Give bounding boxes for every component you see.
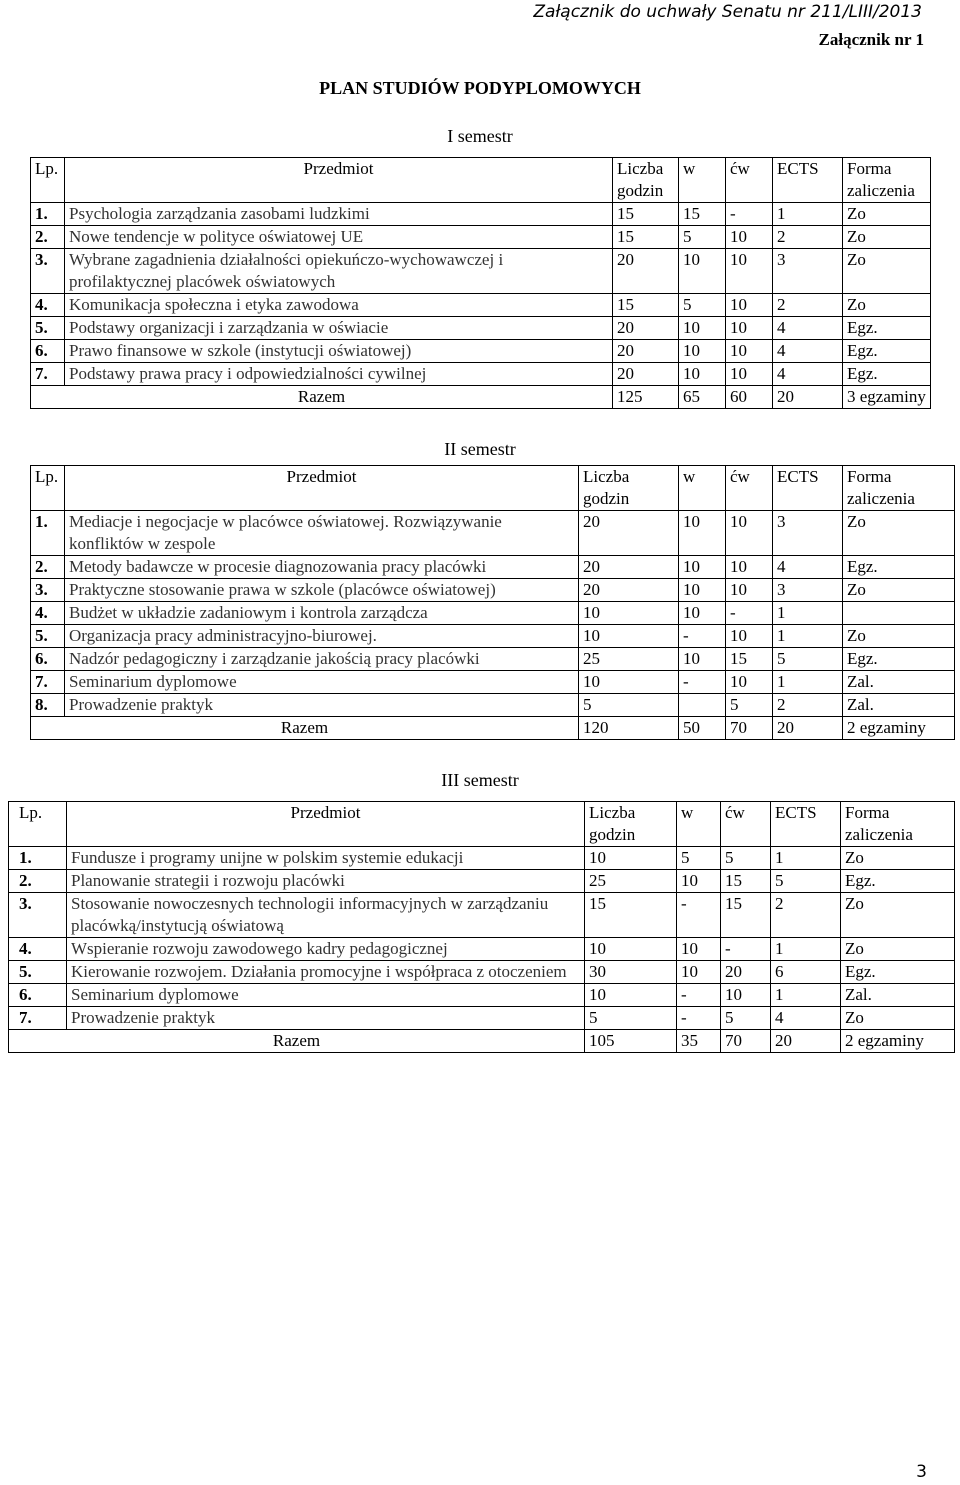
subject-name: Komunikacja społeczna i etyka zawodowa (65, 294, 613, 317)
table-row (31, 671, 955, 694)
subject-name: Budżet w układzie zadaniowym i kontrola zarządcza (65, 602, 579, 625)
cell-form: Egz. (843, 556, 955, 579)
row-number: 4. (31, 602, 65, 625)
cell-w: 10 (677, 938, 721, 961)
table-row (9, 847, 955, 870)
col-ects: ECTS (773, 158, 843, 203)
cell-cw: 10 (726, 363, 773, 386)
cell-cw: 10 (726, 340, 773, 363)
col-hours: Liczba godzin (579, 466, 679, 511)
table-row (9, 984, 955, 1007)
total-form: 2 egzaminy (843, 717, 955, 740)
cell-ects: 3 (773, 579, 843, 602)
row-number: 2. (31, 226, 65, 249)
table-row (9, 870, 955, 893)
cell-ects: 1 (771, 847, 841, 870)
cell-w: 10 (679, 317, 726, 340)
cell-hours: 10 (579, 671, 679, 694)
total-form: 3 egzaminy (843, 386, 931, 409)
row-number: 2. (9, 870, 67, 893)
row-number: 4. (31, 294, 65, 317)
subject-name: Mediacje i negocjacje w placówce oświatowej. Rozwiązywanie konfliktów w zespole (65, 511, 579, 556)
cell-ects: 1 (773, 203, 843, 226)
cell-hours: 20 (579, 511, 679, 556)
cell-hours: 10 (579, 602, 679, 625)
row-number: 1. (31, 511, 65, 556)
row-number: 5. (31, 625, 65, 648)
cell-w: 10 (679, 648, 726, 671)
total-row (31, 386, 931, 409)
cell-hours: 20 (613, 249, 679, 294)
cell-w: 10 (679, 602, 726, 625)
cell-w: 15 (679, 203, 726, 226)
cell-hours: 15 (613, 226, 679, 249)
page-title: PLAN STUDIÓW PODYPLOMOWYCH (319, 78, 641, 98)
cell-ects: 4 (773, 363, 843, 386)
total-label: Razem (31, 717, 579, 740)
table-header-row (9, 802, 955, 847)
cell-ects: 5 (771, 870, 841, 893)
table-row (31, 317, 931, 340)
subject-name: Metody badawcze w procesie diagnozowania pracy placówki (65, 556, 579, 579)
cell-cw: - (721, 938, 771, 961)
cell-hours: 20 (579, 579, 679, 602)
cell-ects: 2 (771, 893, 841, 938)
cell-w: 10 (677, 870, 721, 893)
total-w: 35 (677, 1030, 721, 1053)
cell-cw: 10 (726, 317, 773, 340)
cell-form: Egz. (843, 363, 931, 386)
cell-ects: 4 (773, 340, 843, 363)
total-ects: 20 (773, 717, 843, 740)
table-row (9, 938, 955, 961)
row-number: 7. (31, 671, 65, 694)
total-label: Razem (9, 1030, 585, 1053)
total-form: 2 egzaminy (841, 1030, 955, 1053)
table-row (31, 340, 931, 363)
row-number: 2. (31, 556, 65, 579)
table-row (31, 249, 931, 294)
col-subject: Przedmiot (67, 802, 585, 847)
col-w: w (679, 466, 726, 511)
cell-cw: 5 (726, 694, 773, 717)
semester-2-title: II semestr (444, 439, 516, 459)
col-form: Forma zaliczenia (841, 802, 955, 847)
row-number: 3. (31, 249, 65, 294)
cell-cw: - (726, 602, 773, 625)
cell-cw: 5 (721, 847, 771, 870)
cell-w: 10 (677, 961, 721, 984)
row-number: 5. (31, 317, 65, 340)
cell-w: - (677, 984, 721, 1007)
cell-ects: 4 (773, 556, 843, 579)
cell-form: Egz. (843, 317, 931, 340)
col-cw: ćw (726, 466, 773, 511)
table-header-row (31, 158, 931, 203)
semester-3-title: III semestr (441, 770, 519, 790)
cell-w: - (677, 1007, 721, 1030)
table-row (31, 694, 955, 717)
total-cw: 70 (726, 717, 773, 740)
cell-cw: 15 (726, 648, 773, 671)
table-row (9, 1007, 955, 1030)
cell-hours: 20 (613, 340, 679, 363)
semester-2-table (30, 465, 955, 740)
cell-form: Zal. (843, 694, 955, 717)
cell-ects: 5 (773, 648, 843, 671)
cell-ects: 3 (773, 249, 843, 294)
cell-w: 10 (679, 249, 726, 294)
col-cw: ćw (726, 158, 773, 203)
cell-cw: 10 (726, 556, 773, 579)
cell-w: 5 (679, 226, 726, 249)
cell-w: 10 (679, 556, 726, 579)
col-lp: Lp. (31, 466, 65, 511)
cell-ects: 2 (773, 294, 843, 317)
subject-name: Praktyczne stosowanie prawa w szkole (placówce oświatowej) (65, 579, 579, 602)
cell-cw: 15 (721, 870, 771, 893)
cell-ects: 2 (773, 226, 843, 249)
cell-cw: 20 (721, 961, 771, 984)
table-header-row (31, 466, 955, 511)
cell-hours: 10 (585, 984, 677, 1007)
table-row (31, 203, 931, 226)
cell-cw: 15 (721, 893, 771, 938)
cell-form: Zo (843, 249, 931, 294)
table-row (9, 893, 955, 938)
subject-name: Podstawy prawa pracy i odpowiedzialności cywilnej (65, 363, 613, 386)
total-label: Razem (31, 386, 613, 409)
attachment-number: Załącznik nr 1 (818, 30, 924, 49)
cell-hours: 5 (585, 1007, 677, 1030)
cell-w: 10 (679, 579, 726, 602)
row-number: 6. (31, 648, 65, 671)
cell-cw: 10 (726, 625, 773, 648)
subject-name: Nowe tendencje w polityce oświatowej UE (65, 226, 613, 249)
cell-form: Zal. (841, 984, 955, 1007)
table-row (31, 648, 955, 671)
subject-name: Wspieranie rozwoju zawodowego kadry pedagogicznej (67, 938, 585, 961)
col-lp: Lp. (9, 802, 67, 847)
col-w: w (677, 802, 721, 847)
cell-hours: 10 (579, 625, 679, 648)
cell-form (843, 602, 955, 625)
subject-name: Prawo finansowe w szkole (instytucji oświatowej) (65, 340, 613, 363)
semester-3-table (8, 801, 955, 1053)
cell-w: 10 (679, 363, 726, 386)
cell-hours: 30 (585, 961, 677, 984)
subject-name: Nadzór pedagogiczny i zarządzanie jakością pracy placówki (65, 648, 579, 671)
cell-hours: 15 (613, 203, 679, 226)
cell-form: Zo (841, 1007, 955, 1030)
cell-cw: 10 (726, 511, 773, 556)
table-row (31, 511, 955, 556)
cell-ects: 1 (773, 602, 843, 625)
row-number: 8. (31, 694, 65, 717)
col-ects: ECTS (773, 466, 843, 511)
cell-hours: 15 (613, 294, 679, 317)
total-hours: 125 (613, 386, 679, 409)
cell-form: Zo (843, 226, 931, 249)
col-hours: Liczba godzin (613, 158, 679, 203)
cell-hours: 10 (585, 938, 677, 961)
cell-ects: 1 (771, 938, 841, 961)
subject-name: Kierowanie rozwojem. Działania promocyjne i współpraca z otoczeniem (67, 961, 585, 984)
cell-form: Zo (843, 203, 931, 226)
table-row (31, 363, 931, 386)
total-ects: 20 (773, 386, 843, 409)
cell-ects: 2 (773, 694, 843, 717)
subject-name: Seminarium dyplomowe (65, 671, 579, 694)
cell-w: 10 (679, 511, 726, 556)
cell-hours: 15 (585, 893, 677, 938)
cell-ects: 6 (771, 961, 841, 984)
table-row (31, 226, 931, 249)
semester-1-table (30, 157, 931, 409)
cell-form: Zo (843, 511, 955, 556)
col-subject: Przedmiot (65, 466, 579, 511)
total-w: 65 (679, 386, 726, 409)
table-row (31, 625, 955, 648)
col-hours: Liczba godzin (585, 802, 677, 847)
cell-form: Zal. (843, 671, 955, 694)
cell-ects: 3 (773, 511, 843, 556)
row-number: 5. (9, 961, 67, 984)
total-cw: 70 (721, 1030, 771, 1053)
cell-form: Egz. (841, 961, 955, 984)
cell-ects: 4 (773, 317, 843, 340)
row-number: 1. (31, 203, 65, 226)
col-ects: ECTS (771, 802, 841, 847)
cell-w: - (677, 893, 721, 938)
total-cw: 60 (726, 386, 773, 409)
col-form: Forma zaliczenia (843, 158, 931, 203)
cell-hours: 20 (613, 363, 679, 386)
cell-cw: - (726, 203, 773, 226)
cell-hours: 25 (579, 648, 679, 671)
subject-name: Podstawy organizacji i zarządzania w oświacie (65, 317, 613, 340)
row-number: 6. (31, 340, 65, 363)
row-number: 4. (9, 938, 67, 961)
col-w: w (679, 158, 726, 203)
total-hours: 120 (579, 717, 679, 740)
subject-name: Organizacja pracy administracyjno-biurowej. (65, 625, 579, 648)
subject-name: Stosowanie nowoczesnych technologii informacyjnych w zarządzaniu placówką/instytucją oświatową (67, 893, 585, 938)
total-w: 50 (679, 717, 726, 740)
total-hours: 105 (585, 1030, 677, 1053)
page-number: 3 (916, 1462, 927, 1482)
total-ects: 20 (771, 1030, 841, 1053)
cell-form: Egz. (841, 870, 955, 893)
cell-hours: 10 (585, 847, 677, 870)
row-number: 7. (9, 1007, 67, 1030)
cell-form: Zo (843, 294, 931, 317)
cell-form: Zo (841, 893, 955, 938)
subject-name: Psychologia zarządzania zasobami ludzkimi (65, 203, 613, 226)
senate-resolution-note: Załącznik do uchwały Senatu nr 211/LIII/2013 (533, 2, 922, 22)
cell-form: Zo (843, 579, 955, 602)
cell-hours: 5 (579, 694, 679, 717)
row-number: 3. (31, 579, 65, 602)
cell-w: 5 (679, 294, 726, 317)
cell-ects: 1 (771, 984, 841, 1007)
cell-form: Zo (841, 938, 955, 961)
row-number: 1. (9, 847, 67, 870)
table-row (31, 294, 931, 317)
col-lp: Lp. (31, 158, 65, 203)
total-row (31, 717, 955, 740)
cell-cw: 10 (726, 671, 773, 694)
col-subject: Przedmiot (65, 158, 613, 203)
col-cw: ćw (721, 802, 771, 847)
cell-cw: 10 (726, 579, 773, 602)
cell-cw: 10 (726, 226, 773, 249)
table-row (31, 579, 955, 602)
cell-ects: 4 (771, 1007, 841, 1030)
row-number: 3. (9, 893, 67, 938)
subject-name: Fundusze i programy unijne w polskim systemie edukacji (67, 847, 585, 870)
cell-w: 5 (677, 847, 721, 870)
cell-hours: 20 (579, 556, 679, 579)
subject-name: Prowadzenie praktyk (65, 694, 579, 717)
subject-name: Wybrane zagadnienia działalności opiekuńczo-wychowawczej i profilaktycznej placówek oświatowych (65, 249, 613, 294)
total-row (9, 1030, 955, 1053)
subject-name: Seminarium dyplomowe (67, 984, 585, 1007)
cell-ects: 1 (773, 625, 843, 648)
table-row (9, 961, 955, 984)
cell-form: Zo (841, 847, 955, 870)
cell-ects: 1 (773, 671, 843, 694)
cell-cw: 10 (726, 249, 773, 294)
subject-name: Prowadzenie praktyk (67, 1007, 585, 1030)
cell-form: Zo (843, 625, 955, 648)
subject-name: Planowanie strategii i rozwoju placówki (67, 870, 585, 893)
cell-cw: 5 (721, 1007, 771, 1030)
col-form: Forma zaliczenia (843, 466, 955, 511)
cell-w (679, 694, 726, 717)
row-number: 7. (31, 363, 65, 386)
semester-1-title: I semestr (447, 126, 513, 146)
row-number: 6. (9, 984, 67, 1007)
cell-form: Egz. (843, 340, 931, 363)
cell-w: - (679, 671, 726, 694)
cell-hours: 25 (585, 870, 677, 893)
table-row (31, 602, 955, 625)
cell-cw: 10 (721, 984, 771, 1007)
cell-w: - (679, 625, 726, 648)
table-row (31, 556, 955, 579)
cell-cw: 10 (726, 294, 773, 317)
cell-form: Egz. (843, 648, 955, 671)
cell-w: 10 (679, 340, 726, 363)
cell-hours: 20 (613, 317, 679, 340)
